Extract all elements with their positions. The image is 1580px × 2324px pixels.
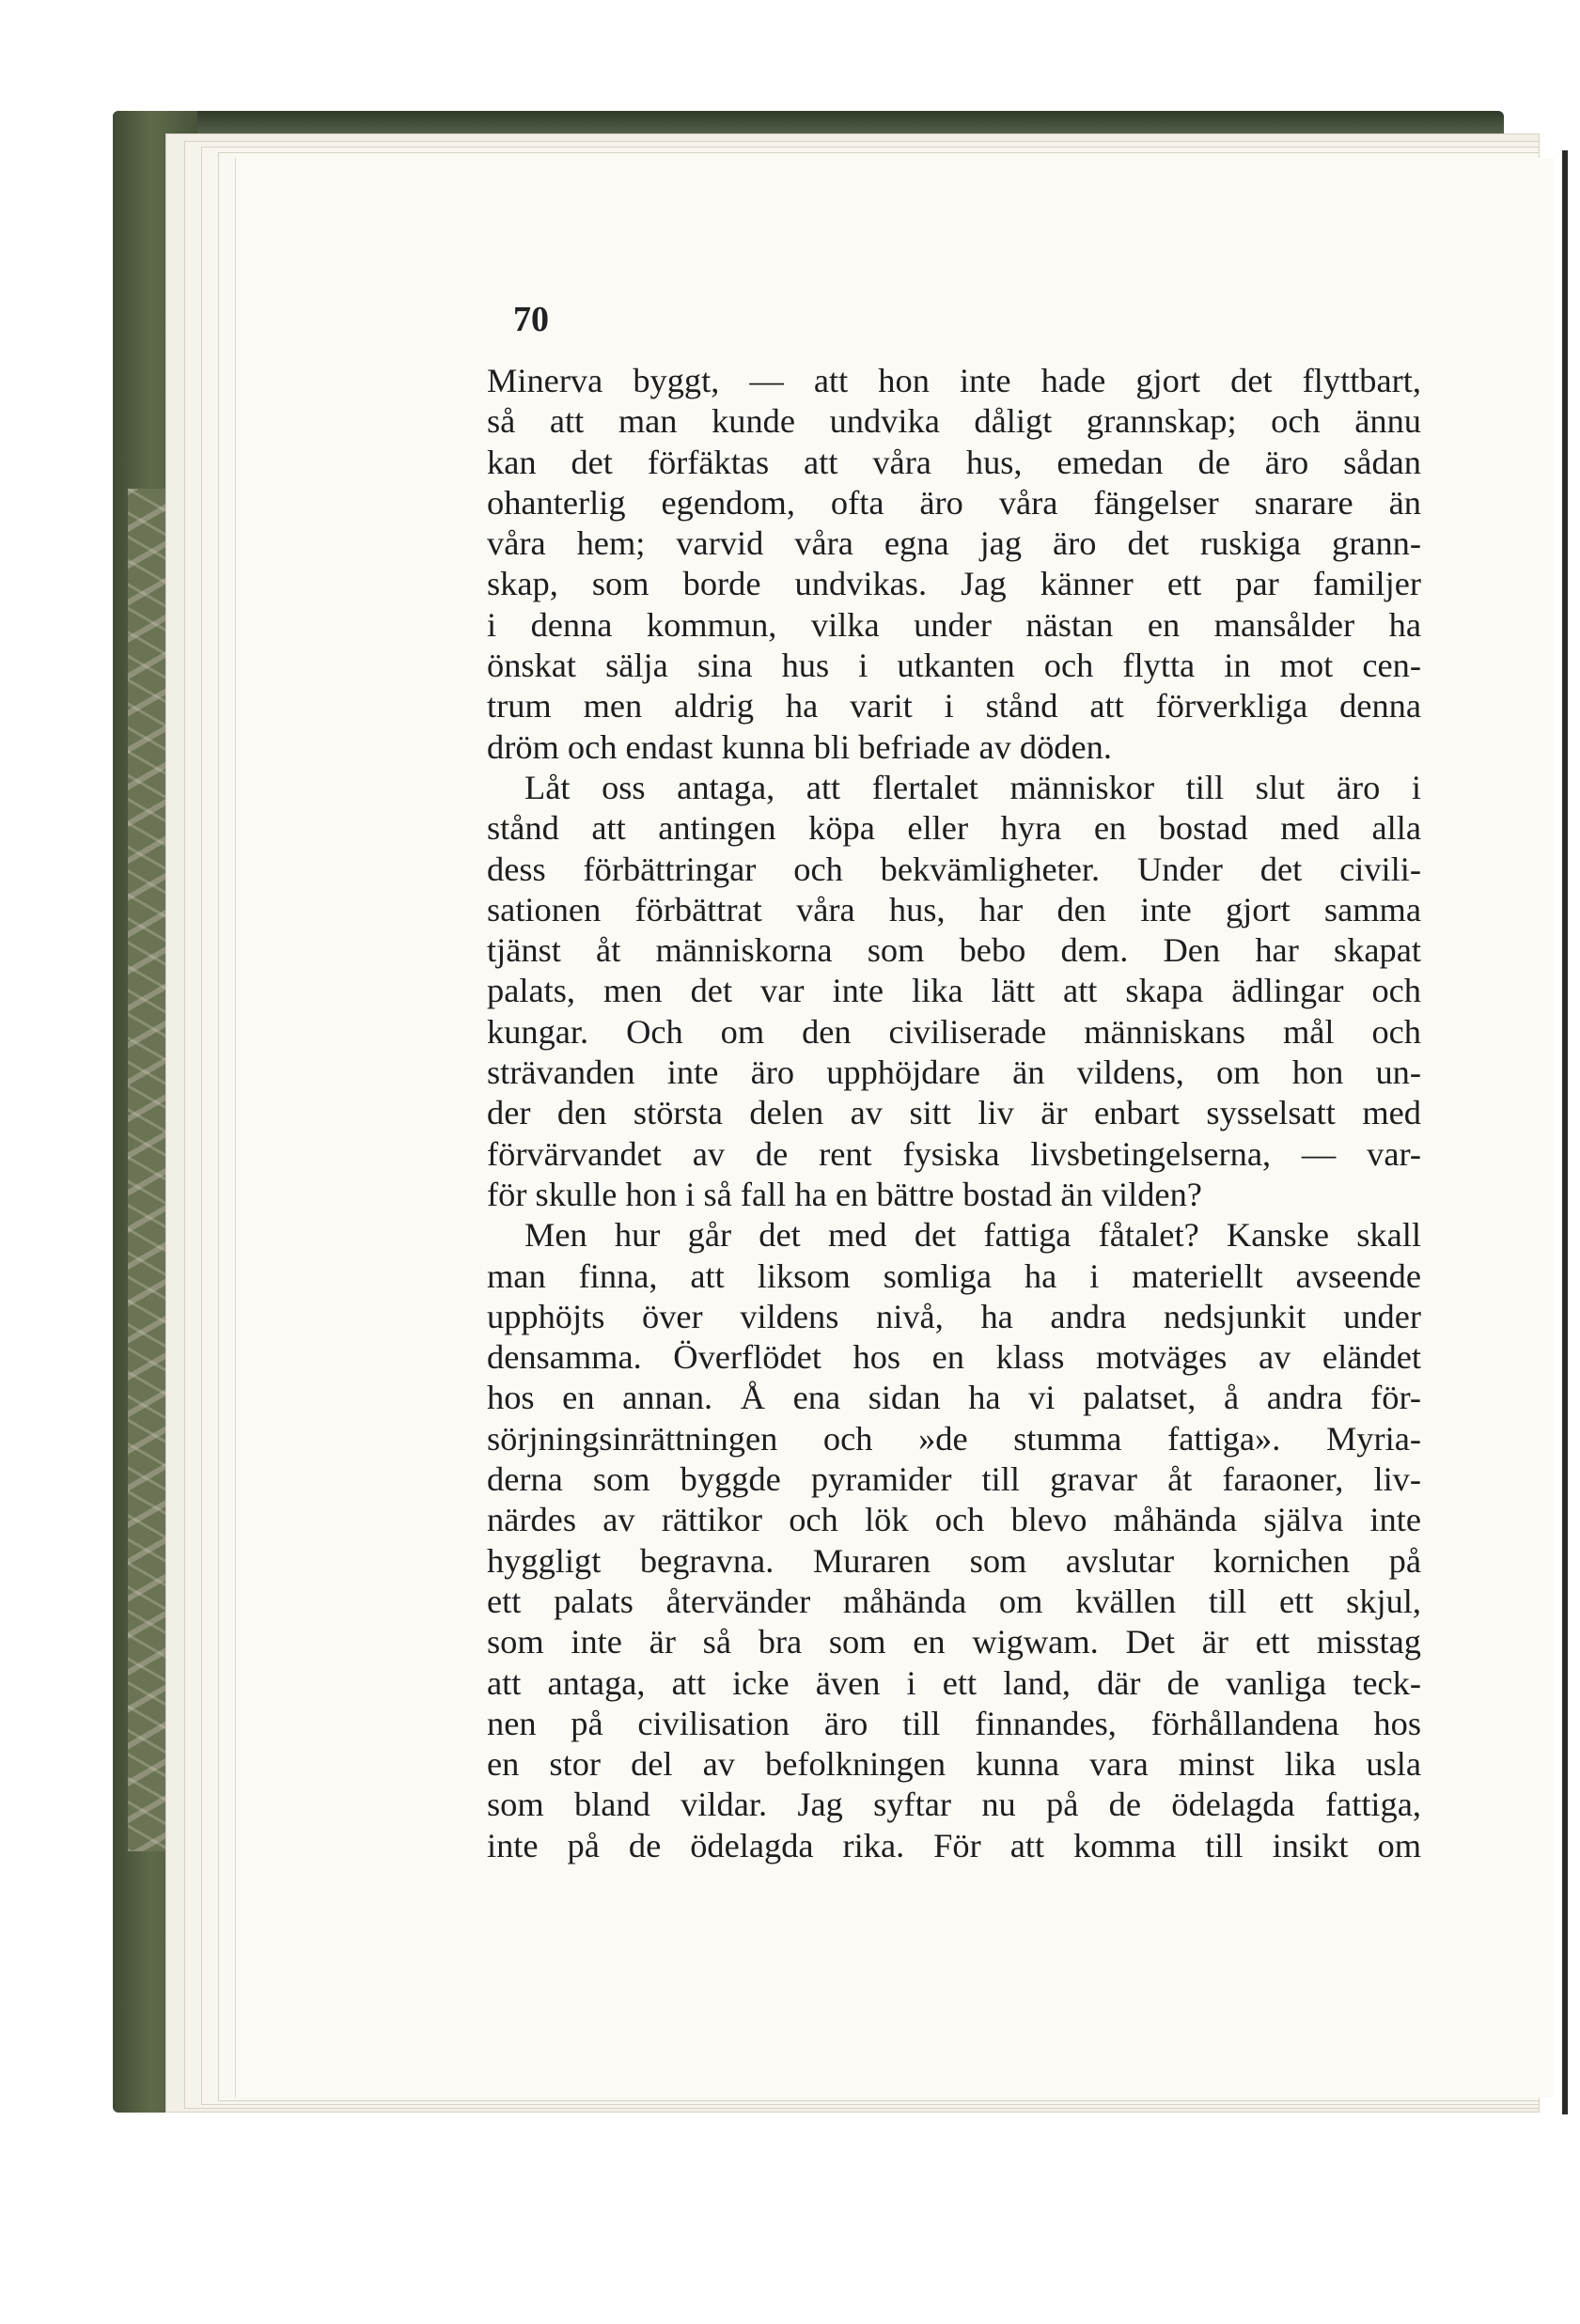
text-line: Men hur går det med det fattiga fåtalet? Kanske skall bbox=[524, 1216, 1421, 1255]
text-line: stånd att antingen köpa eller hyra en bostad med alla bbox=[487, 809, 1421, 848]
text-line: nen på civilisation äro till finnandes, förhållandena hos bbox=[487, 1704, 1421, 1742]
text-line: palats, men det var inte lika lätt att skapa ädlingar och bbox=[487, 972, 1421, 1010]
text-line: skap, som borde undvikas. Jag känner ett par familjer bbox=[487, 565, 1421, 603]
text-line: en stor del av befolkningen kunna vara minst lika usla bbox=[487, 1745, 1421, 1784]
text-line: strävanden inte äro upphöjdare än vildens, om hon un- bbox=[487, 1053, 1421, 1092]
text-line: som inte är så bra som en wigwam. Det är ett misstag bbox=[487, 1623, 1421, 1661]
text-line: sationen förbättrat våra hus, har den inte gjort samma bbox=[487, 890, 1421, 928]
text-line: upphöjts över vildens nivå, ha andra nedsjunkit under bbox=[487, 1297, 1421, 1335]
text-line: der den största delen av sitt liv är enbart sysselsatt med bbox=[487, 1094, 1421, 1132]
text-line: att antaga, att icke även i ett land, där de vanliga teck- bbox=[487, 1663, 1421, 1702]
page-number: 70 bbox=[513, 300, 549, 339]
text-line: sörjningsinrättningen och »de stumma fattiga». Myria- bbox=[487, 1419, 1421, 1458]
text-line: kungar. Och om den civiliserade människans mål och bbox=[487, 1012, 1421, 1051]
text-line: dröm och endast kunna bli befriade av döden. bbox=[487, 727, 1112, 766]
text-line: förvärvandet av de rent fysiska livsbetingelserna, — var- bbox=[487, 1134, 1421, 1173]
text-line: tjänst åt människorna som bebo dem. Den har skapat bbox=[487, 931, 1421, 970]
text-line: trum men aldrig ha varit i stånd att förverkliga denna bbox=[487, 687, 1421, 725]
text-line: ohanterlig egendom, ofta äro våra fängelser snarare än bbox=[487, 483, 1421, 522]
text-line: densamma. Överflödet hos en klass motväges av eländet bbox=[487, 1338, 1421, 1377]
book-board-edge bbox=[1562, 150, 1568, 2114]
text-line: för skulle hon i så fall ha en bättre bostad än vilden? bbox=[487, 1175, 1202, 1213]
text-line: kan det förfäktas att våra hus, emedan de äro sådan bbox=[487, 443, 1421, 481]
text-line: närdes av rättikor och lök och blevo måhända själva inte bbox=[487, 1501, 1421, 1539]
text-line: som bland vildar. Jag syftar nu på de ödelagda fattiga, bbox=[487, 1786, 1421, 1824]
text-line: hos en annan. Å ena sidan ha vi palatset, å andra för- bbox=[487, 1379, 1421, 1417]
text-line: Låt oss antaga, att flertalet människor till slut äro i bbox=[524, 768, 1421, 806]
text-line: derna som byggde pyramider till gravar åt faraoner, liv- bbox=[487, 1460, 1421, 1499]
text-line: i denna kommun, vilka under nästan en mansålder ha bbox=[487, 605, 1421, 644]
text-line: man finna, att liksom somliga ha i materiellt avseende bbox=[487, 1256, 1421, 1295]
text-line: våra hem; varvid våra egna jag äro det ruskiga grann- bbox=[487, 524, 1421, 563]
text-line: önskat sälja sina hus i utkanten och flytta in mot cen- bbox=[487, 647, 1421, 685]
text-line: hyggligt begravna. Muraren som avslutar kornichen på bbox=[487, 1541, 1421, 1580]
text-line: inte på de ödelagda rika. För att komma till insikt om bbox=[487, 1826, 1421, 1864]
text-line: dess förbättringar och bekvämligheter. Under det civili- bbox=[487, 850, 1421, 888]
text-line: ett palats återvänder måhända om kvällen till ett skjul, bbox=[487, 1582, 1421, 1620]
text-line: Minerva byggt, — att hon inte hade gjort det flyttbart, bbox=[487, 362, 1421, 399]
page-body-text bbox=[487, 361, 1421, 1866]
text-line: så att man kunde undvika dåligt grannskap; och ännu bbox=[487, 402, 1421, 441]
